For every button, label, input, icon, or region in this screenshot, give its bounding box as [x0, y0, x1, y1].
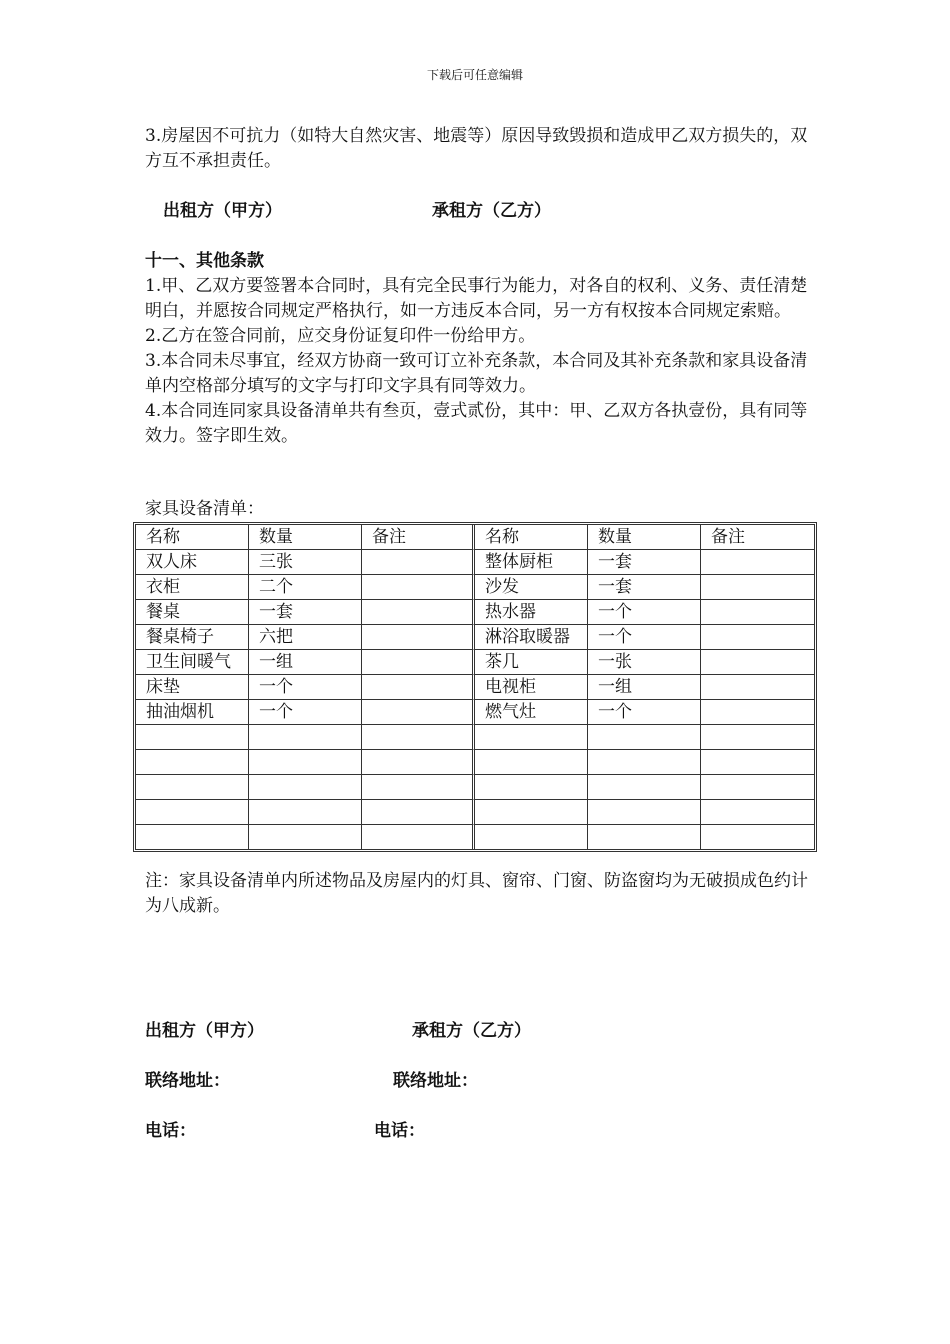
lessee-address-label: 联络地址：: [393, 1071, 478, 1091]
furniture-note: 注：家具设备清单内所述物品及房屋内的灯具、窗帘、门窗、防盗窗均为无破损成色约计为八成新。: [145, 871, 808, 916]
table-cell: [475, 725, 588, 750]
table-cell: [136, 825, 249, 849]
table-cell: [249, 825, 362, 849]
lessee-label-top: 承租方（乙方）: [432, 201, 551, 221]
table-row: [136, 725, 814, 750]
table-cell: 整体厨柜: [475, 550, 588, 575]
furniture-table: [133, 522, 817, 852]
lessor-label-bottom: 出租方（甲方）: [145, 1021, 264, 1041]
table-cell: 餐桌: [136, 600, 249, 625]
section-other-terms: [145, 249, 817, 449]
term-item-1: 1.甲、乙双方要签署本合同时，具有完全民事行为能力，对各自的权利、义务、责任清楚明白，并愿按合同规定严格执行，如一方违反本合同，另一方有权按本合同规定索赔。: [145, 276, 808, 321]
table-cell: [362, 750, 475, 775]
table-cell: [362, 625, 475, 650]
table-cell: 一套: [588, 550, 701, 575]
table-header-cell: 名称: [475, 525, 588, 550]
lessor-label-top: 出租方（甲方）: [163, 201, 282, 221]
table-header-cell: 备注: [701, 525, 814, 550]
table-header-cell: 数量: [588, 525, 701, 550]
table-row: [136, 800, 814, 825]
table-cell: [362, 675, 475, 700]
table-cell: [475, 825, 588, 849]
table-cell: [362, 575, 475, 600]
section-title: 十一、其他条款: [145, 251, 264, 271]
table-cell: [588, 775, 701, 800]
table-cell: [588, 825, 701, 849]
table-cell: [701, 750, 814, 775]
table-cell: [136, 725, 249, 750]
table-row: [136, 550, 814, 575]
table-cell: 热水器: [475, 600, 588, 625]
table-cell: [475, 800, 588, 825]
table-cell: 一个: [588, 600, 701, 625]
table-cell: [362, 725, 475, 750]
table-cell: [136, 775, 249, 800]
table-cell: [362, 800, 475, 825]
table-cell: [701, 575, 814, 600]
table-row: [136, 625, 814, 650]
table-cell: 一组: [249, 650, 362, 675]
table-cell: 双人床: [136, 550, 249, 575]
table-cell: [701, 650, 814, 675]
table-cell: 二个: [249, 575, 362, 600]
table-row: [136, 750, 814, 775]
page-header: 下载后可任意编辑: [426, 68, 523, 82]
term-item-3: 3.本合同未尽事宜，经双方协商一致可订立补充条款，本合同及其补充条款和家具设备清单内空格部分填写的文字与打印文字具有同等效力。: [145, 351, 808, 396]
table-row: [136, 700, 814, 725]
table-row: [136, 600, 814, 625]
table-cell: [701, 825, 814, 849]
furniture-caption: 家具设备清单：: [145, 499, 264, 519]
table-cell: [362, 775, 475, 800]
table-header-cell: 名称: [136, 525, 249, 550]
table-cell: [362, 650, 475, 675]
clause-3-text: 3.房屋因不可抗力（如特大自然灾害、地震等）原因导致毁损和造成甲乙双方损失的，双方互不承担责任。: [145, 126, 808, 171]
table-cell: [588, 800, 701, 825]
table-cell: 一个: [249, 700, 362, 725]
table-cell: [701, 800, 814, 825]
table-cell: 沙发: [475, 575, 588, 600]
table-cell: 六把: [249, 625, 362, 650]
table-cell: [701, 725, 814, 750]
table-cell: [362, 700, 475, 725]
table-cell: 床垫: [136, 675, 249, 700]
table-cell: [701, 600, 814, 625]
table-cell: 一套: [249, 600, 362, 625]
table-cell: 餐桌椅子: [136, 625, 249, 650]
lessee-label-bottom: 承租方（乙方）: [412, 1021, 531, 1041]
table-cell: [362, 600, 475, 625]
table-cell: [588, 750, 701, 775]
table-cell: [475, 775, 588, 800]
table-cell: [701, 625, 814, 650]
table-cell: [701, 775, 814, 800]
table-cell: [136, 750, 249, 775]
table-row: [136, 675, 814, 700]
table-cell: 抽油烟机: [136, 700, 249, 725]
table-cell: 一个: [249, 675, 362, 700]
table-cell: 燃气灶: [475, 700, 588, 725]
table-cell: [362, 825, 475, 849]
table-header-row: [136, 525, 814, 550]
term-item-4: 4.本合同连同家具设备清单共有叁页，壹式贰份，其中：甲、乙双方各执壹份，具有同等效力。签字即生效。: [145, 401, 808, 446]
table-cell: [475, 750, 588, 775]
table-row: [136, 650, 814, 675]
table-cell: [249, 725, 362, 750]
table-cell: 一个: [588, 700, 701, 725]
table-row: [136, 825, 814, 849]
table-cell: [588, 725, 701, 750]
lessor-phone-label: 电话：: [145, 1121, 196, 1141]
lessor-address-label: 联络地址：: [145, 1071, 230, 1091]
table-cell: 一套: [588, 575, 701, 600]
table-cell: [362, 550, 475, 575]
table-cell: 电视柜: [475, 675, 588, 700]
table-cell: [136, 800, 249, 825]
table-cell: 一个: [588, 625, 701, 650]
table-cell: 茶几: [475, 650, 588, 675]
table-cell: [701, 550, 814, 575]
table-cell: [701, 675, 814, 700]
term-item-2: 2.乙方在签合同前，应交身份证复印件一份给甲方。: [145, 326, 536, 346]
table-header-cell: 备注: [362, 525, 475, 550]
table-row: [136, 575, 814, 600]
lessee-phone-label: 电话：: [374, 1121, 425, 1141]
clause-3: [145, 124, 817, 174]
table-cell: [701, 700, 814, 725]
table-cell: 淋浴取暖器: [475, 625, 588, 650]
table-cell: 卫生间暖气: [136, 650, 249, 675]
table-cell: 一张: [588, 650, 701, 675]
table-cell: [249, 800, 362, 825]
table-cell: [249, 775, 362, 800]
table-cell: [249, 750, 362, 775]
table-cell: 衣柜: [136, 575, 249, 600]
table-cell: 三张: [249, 550, 362, 575]
table-cell: 一组: [588, 675, 701, 700]
table-row: [136, 775, 814, 800]
table-header-cell: 数量: [249, 525, 362, 550]
